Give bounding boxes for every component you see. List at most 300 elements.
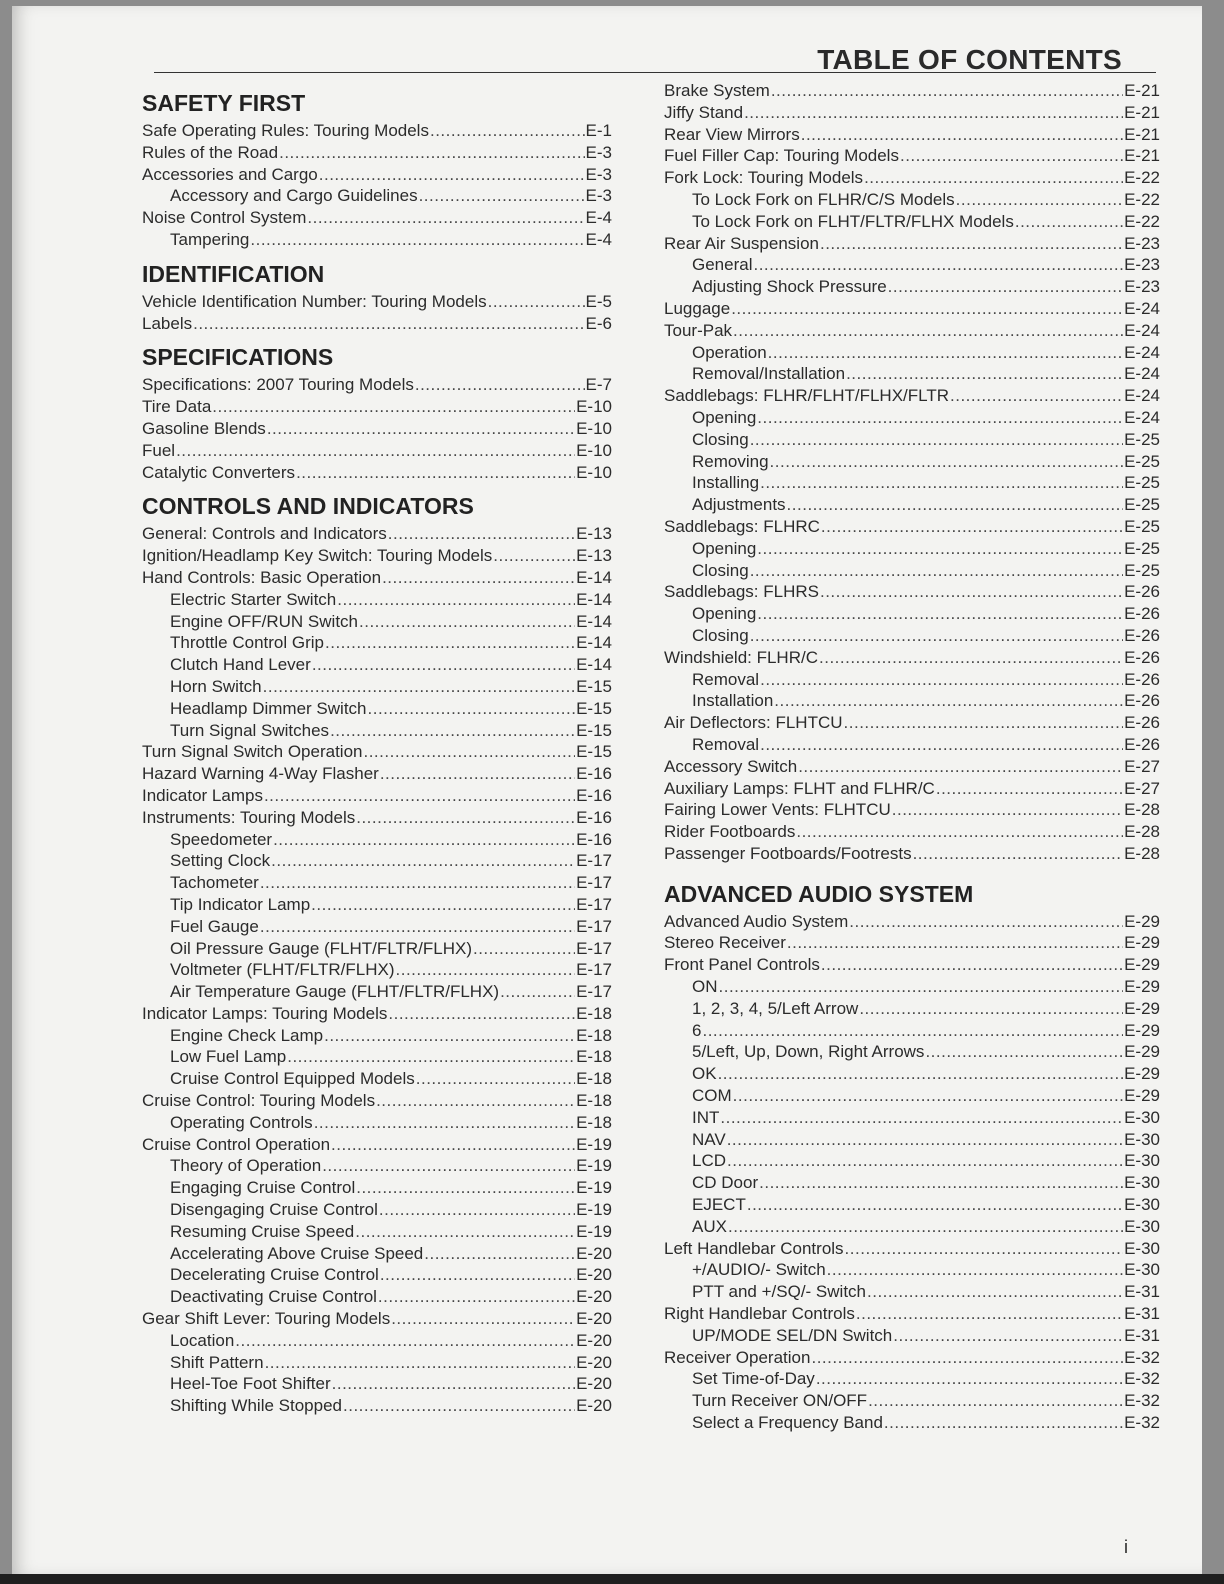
dot-leader (731, 298, 1123, 320)
toc-entry[interactable] (664, 821, 1160, 843)
dot-leader (488, 291, 585, 313)
toc-entry[interactable] (664, 1303, 1160, 1325)
entry-label: Front Panel Controls (664, 955, 820, 975)
dot-leader (913, 843, 1124, 865)
toc-entry[interactable] (142, 142, 612, 164)
entry-page: E-13 (576, 546, 612, 566)
toc-entry[interactable] (142, 440, 612, 462)
toc-subentry[interactable] (664, 1325, 1160, 1347)
section-heading: ADVANCED AUDIO SYSTEM (664, 880, 974, 907)
entry-label: Left Handlebar Controls (664, 1238, 844, 1258)
entry-page: E-28 (1124, 800, 1160, 820)
dot-leader (235, 1330, 575, 1352)
entry-label: General: Controls and Indicators (142, 524, 387, 544)
dot-leader (820, 581, 1123, 603)
dot-leader (388, 1003, 575, 1025)
toc-entry[interactable] (664, 80, 1160, 102)
entry-page: E-20 (576, 1309, 612, 1329)
toc-entry[interactable] (664, 778, 1160, 800)
toc-entry[interactable] (142, 120, 612, 142)
section-heading: CONTROLS AND INDICATORS (142, 493, 474, 520)
toc-entry[interactable] (142, 1134, 612, 1156)
dot-leader (757, 603, 1123, 625)
toc-subentry[interactable] (664, 734, 1160, 756)
dot-leader (379, 1199, 575, 1221)
entry-label: Electric Starter Switch (170, 589, 337, 609)
toc-subentry[interactable] (664, 669, 1160, 691)
entry-label: LCD (692, 1151, 727, 1171)
toc-subentry[interactable] (664, 1020, 1160, 1042)
toc-subentry[interactable] (664, 1412, 1160, 1434)
toc-subentry[interactable] (664, 1041, 1160, 1063)
entry-label: Rear Air Suspension (664, 233, 819, 253)
entry-page: E-30 (1124, 1238, 1160, 1258)
toc-subentry[interactable] (664, 1281, 1160, 1303)
entry-label: To Lock Fork on FLHT/FLTR/FLHX Models (692, 211, 1014, 231)
toc-entry[interactable] (142, 763, 612, 785)
entry-page: E-17 (576, 873, 612, 893)
entry-page: E-24 (1124, 407, 1160, 427)
entry-label: Turn Signal Switches (170, 720, 330, 740)
toc-subentry[interactable] (664, 451, 1160, 473)
toc-subentry[interactable] (142, 959, 612, 981)
entry-label: Fuel Filler Cap: Touring Models (664, 146, 899, 166)
dot-leader (950, 385, 1123, 407)
entry-page: E-21 (1124, 124, 1160, 144)
entry-page: E-20 (576, 1243, 612, 1263)
dot-leader (925, 1041, 1123, 1063)
dot-leader (816, 1368, 1123, 1390)
entry-page: E-10 (576, 418, 612, 438)
entry-label: INT (692, 1107, 720, 1127)
entry-page: E-22 (1124, 168, 1160, 188)
dot-leader (720, 1107, 1123, 1129)
entry-page: E-15 (576, 720, 612, 740)
entry-page: E-17 (576, 916, 612, 936)
dot-leader (264, 785, 575, 807)
toc-entry[interactable] (664, 799, 1160, 821)
toc-entry[interactable] (142, 785, 612, 807)
toc-subentry[interactable] (142, 1068, 612, 1090)
toc-entry[interactable] (664, 385, 1160, 407)
entry-page: E-30 (1124, 1195, 1160, 1215)
dot-leader (750, 429, 1123, 451)
dot-leader (263, 676, 575, 698)
dot-leader (473, 938, 575, 960)
dot-leader (430, 120, 585, 142)
entry-page: E-29 (1124, 977, 1160, 997)
dot-leader (884, 1412, 1123, 1434)
dot-leader (727, 1150, 1123, 1172)
dot-leader (419, 185, 585, 207)
toc-subentry[interactable] (142, 916, 612, 938)
entry-label: Indicator Lamps (142, 785, 263, 805)
entry-page: E-18 (576, 1025, 612, 1045)
dot-leader (733, 320, 1123, 342)
dot-leader (719, 976, 1124, 998)
entry-label: Cruise Control: Touring Models (142, 1091, 376, 1111)
toc-subentry[interactable] (142, 611, 612, 633)
dot-leader (956, 189, 1123, 211)
entry-page: E-25 (1124, 451, 1160, 471)
dot-leader (330, 720, 575, 742)
toc-subentry[interactable] (142, 1373, 612, 1395)
toc-subentry[interactable] (664, 1259, 1160, 1281)
entry-page: E-14 (576, 611, 612, 631)
toc-subentry[interactable] (142, 1395, 612, 1417)
entry-page: E-16 (576, 829, 612, 849)
toc-subentry[interactable] (664, 276, 1160, 298)
entry-label: Gear Shift Lever: Touring Models (142, 1309, 391, 1329)
entry-page: E-32 (1124, 1413, 1160, 1433)
toc-entry[interactable] (664, 932, 1160, 954)
entry-label: Low Fuel Lamp (170, 1047, 287, 1067)
entry-page: E-13 (576, 524, 612, 544)
dot-leader (750, 560, 1123, 582)
toc-subentry[interactable] (664, 429, 1160, 451)
toc-subentry[interactable] (142, 589, 612, 611)
toc-entry[interactable] (142, 164, 612, 186)
dot-leader (380, 1264, 575, 1286)
entry-page: E-16 (576, 807, 612, 827)
toc-entry[interactable] (664, 756, 1160, 778)
toc-entry[interactable] (664, 233, 1160, 255)
entry-label: EJECT (692, 1195, 746, 1215)
dot-leader (760, 472, 1123, 494)
dot-leader (744, 102, 1123, 124)
entry-page: E-7 (585, 375, 612, 395)
toc-subentry[interactable] (142, 872, 612, 894)
dot-leader (760, 734, 1123, 756)
entry-label: Closing (692, 625, 749, 645)
toc-section (664, 80, 1160, 865)
entry-page: E-30 (1124, 1107, 1160, 1127)
dot-leader (382, 567, 575, 589)
entry-page: E-26 (1124, 604, 1160, 624)
entry-page: E-6 (585, 313, 612, 333)
entry-page: E-14 (576, 633, 612, 653)
toc-subentry[interactable] (664, 342, 1160, 364)
toc-subentry[interactable] (142, 1221, 612, 1243)
entry-label: Saddlebags: FLHRS (664, 582, 819, 602)
toc-subentry[interactable] (664, 1194, 1160, 1216)
entry-label: Instruments: Touring Models (142, 807, 356, 827)
entry-page: E-22 (1124, 189, 1160, 209)
toc-subentry[interactable] (142, 185, 612, 207)
toc-subentry[interactable] (664, 407, 1160, 429)
toc-section (142, 342, 612, 483)
toc-subentry[interactable] (142, 894, 612, 916)
entry-page: E-19 (576, 1134, 612, 1154)
toc-entry[interactable] (142, 567, 612, 589)
dot-leader (718, 1063, 1124, 1085)
entry-label: Oil Pressure Gauge (FLHT/FLTR/FLHX) (170, 938, 472, 958)
entry-page: E-17 (576, 938, 612, 958)
entry-page: E-25 (1124, 560, 1160, 580)
dot-leader (868, 1390, 1123, 1412)
entry-label: To Lock Fork on FLHR/C/S Models (692, 189, 955, 209)
toc-subentry[interactable] (142, 654, 612, 676)
entry-label: Accessory Switch (664, 756, 798, 776)
toc-entry[interactable] (142, 418, 612, 440)
dot-leader (753, 254, 1123, 276)
dot-leader (319, 164, 585, 186)
entry-label: Rear View Mirrors (664, 124, 800, 144)
toc-entry[interactable] (664, 124, 1160, 146)
dot-leader (733, 1085, 1123, 1107)
toc-entry[interactable] (664, 102, 1160, 124)
entry-page: E-4 (585, 208, 612, 228)
toc-subentry[interactable] (664, 1172, 1160, 1194)
toc-column-left (142, 80, 612, 1423)
toc-subentry[interactable] (142, 676, 612, 698)
entry-page: E-18 (576, 1112, 612, 1132)
toc-subentry[interactable] (664, 603, 1160, 625)
entry-page: E-26 (1124, 647, 1160, 667)
dot-leader (1015, 211, 1123, 233)
entry-label: Luggage (664, 298, 731, 318)
entry-label: CD Door (692, 1173, 759, 1193)
toc-subentry[interactable] (664, 1107, 1160, 1129)
entry-page: E-17 (576, 894, 612, 914)
toc-entry[interactable] (664, 647, 1160, 669)
entry-label: Fairing Lower Vents: FLHTCU (664, 800, 891, 820)
entry-label: Rider Footboards (664, 822, 796, 842)
entry-page: E-27 (1124, 756, 1160, 776)
toc-subentry[interactable] (664, 998, 1160, 1020)
toc-subentry[interactable] (664, 1085, 1160, 1107)
toc-entry[interactable] (142, 291, 612, 313)
toc-entry[interactable] (142, 1308, 612, 1330)
toc-entry[interactable] (664, 954, 1160, 976)
entry-page: E-26 (1124, 669, 1160, 689)
dot-leader (892, 799, 1123, 821)
entry-page: E-30 (1124, 1151, 1160, 1171)
entry-label: Noise Control System (142, 208, 307, 228)
toc-subentry[interactable] (664, 1150, 1160, 1172)
entry-page: E-30 (1124, 1260, 1160, 1280)
toc-subentry[interactable] (142, 981, 612, 1003)
toc-subentry[interactable] (142, 720, 612, 742)
entry-label: Throttle Control Grip (170, 633, 324, 653)
entry-page: E-18 (576, 1069, 612, 1089)
toc-entry[interactable] (142, 313, 612, 335)
toc-subentry[interactable] (664, 494, 1160, 516)
entry-page: E-24 (1124, 298, 1160, 318)
entry-page: E-31 (1124, 1304, 1160, 1324)
toc-entry[interactable] (142, 207, 612, 229)
dot-leader (771, 80, 1123, 102)
dot-leader (314, 1112, 575, 1134)
toc-subentry[interactable] (664, 538, 1160, 560)
toc-section (142, 491, 612, 1417)
dot-leader (827, 1259, 1123, 1281)
entry-page: E-24 (1124, 342, 1160, 362)
entry-page: E-20 (576, 1374, 612, 1394)
entry-label: Installing (692, 473, 760, 493)
toc-entry[interactable] (664, 320, 1160, 342)
toc-entry[interactable] (142, 374, 612, 396)
entry-page: E-31 (1124, 1325, 1160, 1345)
toc-entry[interactable] (664, 911, 1160, 933)
dot-leader (747, 1194, 1123, 1216)
toc-subentry[interactable] (142, 1046, 612, 1068)
dot-leader (396, 959, 576, 981)
entry-page: E-20 (576, 1352, 612, 1372)
entry-label: Safe Operating Rules: Touring Models (142, 121, 429, 140)
toc-subentry[interactable] (664, 625, 1160, 647)
toc-subentry[interactable] (142, 229, 612, 251)
toc-subentry[interactable] (664, 560, 1160, 582)
entry-label: Removal (692, 669, 760, 689)
entry-label: Accelerating Above Cruise Speed (170, 1243, 424, 1263)
toc-entry[interactable] (664, 167, 1160, 189)
toc-entry[interactable] (664, 1347, 1160, 1369)
entry-page: E-15 (576, 742, 612, 762)
dot-leader (820, 233, 1123, 255)
toc-subentry[interactable] (664, 189, 1160, 211)
entry-page: E-14 (576, 655, 612, 675)
toc-entry[interactable] (664, 712, 1160, 734)
dot-leader (757, 538, 1123, 560)
entry-label: Opening (692, 604, 757, 624)
entry-page: E-17 (576, 851, 612, 871)
toc-subentry[interactable] (664, 1216, 1160, 1238)
dot-leader (415, 374, 585, 396)
entry-label: Right Handlebar Controls (664, 1304, 855, 1324)
entry-page: E-31 (1124, 1282, 1160, 1302)
toc-subentry[interactable] (664, 363, 1160, 385)
toc-column-right (664, 80, 1160, 1440)
entry-label: Air Deflectors: FLHTCU (664, 713, 843, 733)
dot-leader (331, 1134, 575, 1156)
toc-subentry[interactable] (664, 690, 1160, 712)
entry-page: E-14 (576, 567, 612, 587)
entry-label: OK (692, 1064, 717, 1084)
toc-subentry[interactable] (142, 1025, 612, 1047)
entry-page: E-20 (576, 1265, 612, 1285)
entry-label: Engine OFF/RUN Switch (170, 611, 358, 631)
toc-subentry[interactable] (142, 1199, 612, 1221)
toc-subentry[interactable] (142, 938, 612, 960)
entry-label: Removing (692, 451, 769, 471)
entry-label: +/AUDIO/- Switch (692, 1260, 826, 1280)
toc-subentry[interactable] (142, 1330, 612, 1352)
toc-subentry[interactable] (142, 1177, 612, 1199)
toc-subentry[interactable] (142, 1352, 612, 1374)
dot-leader (702, 1020, 1123, 1042)
toc-subentry[interactable] (664, 976, 1160, 998)
dot-leader (265, 1352, 576, 1374)
toc-subentry[interactable] (664, 1063, 1160, 1085)
toc-subentry[interactable] (664, 254, 1160, 276)
toc-entry[interactable] (142, 1090, 612, 1112)
toc-entry[interactable] (142, 741, 612, 763)
toc-subentry[interactable] (142, 850, 612, 872)
entry-label: Saddlebags: FLHR/FLHT/FLHX/FLTR (664, 386, 949, 406)
toc-entry[interactable] (142, 462, 612, 484)
toc-subentry[interactable] (142, 1264, 612, 1286)
toc-entry[interactable] (664, 843, 1160, 865)
toc-subentry[interactable] (142, 1112, 612, 1134)
toc-entry[interactable] (142, 396, 612, 418)
toc-entry[interactable] (664, 1238, 1160, 1260)
toc-subentry[interactable] (142, 698, 612, 720)
toc-entry[interactable] (142, 523, 612, 545)
entry-label: 5/Left, Up, Down, Right Arrows (692, 1042, 925, 1062)
toc-subentry[interactable] (142, 1155, 612, 1177)
dot-leader (193, 313, 584, 335)
toc-section (142, 259, 612, 335)
dot-leader (279, 142, 584, 164)
entry-page: E-26 (1124, 713, 1160, 733)
entry-page: E-29 (1124, 1020, 1160, 1040)
dot-leader (260, 872, 575, 894)
entry-label: Jiffy Stand (664, 102, 744, 122)
toc-subentry[interactable] (664, 1368, 1160, 1390)
entry-page: E-29 (1124, 998, 1160, 1018)
toc-entry[interactable] (664, 581, 1160, 603)
dot-leader (493, 545, 575, 567)
toc-subentry[interactable] (664, 211, 1160, 233)
toc-subentry[interactable] (142, 829, 612, 851)
toc-entry[interactable] (664, 516, 1160, 538)
entry-page: E-20 (576, 1396, 612, 1416)
entry-page: E-14 (576, 589, 612, 609)
entry-page: E-16 (576, 764, 612, 784)
section-heading: SAFETY FIRST (142, 90, 306, 116)
entry-label: Catalytic Converters (142, 462, 296, 482)
entry-page: E-19 (576, 1221, 612, 1241)
dot-leader (359, 611, 575, 633)
toc-entry[interactable] (142, 545, 612, 567)
entry-label: Tip Indicator Lamp (170, 894, 311, 914)
dot-leader (325, 632, 575, 654)
dot-leader (176, 440, 575, 462)
dot-leader (500, 981, 575, 1003)
entry-label: Deactivating Cruise Control (170, 1287, 377, 1307)
entry-label: Adjusting Shock Pressure (692, 277, 887, 297)
toc-subentry[interactable] (142, 1286, 612, 1308)
entry-page: E-25 (1124, 516, 1160, 536)
toc-entry[interactable] (142, 807, 612, 829)
toc-subentry[interactable] (142, 632, 612, 654)
entry-page: E-24 (1124, 364, 1160, 384)
entry-label: Air Temperature Gauge (FLHT/FLTR/FLHX) (170, 982, 500, 1002)
entry-page: E-10 (576, 440, 612, 460)
toc-subentry[interactable] (664, 1390, 1160, 1412)
entry-label: 1, 2, 3, 4, 5/Left Arrow (692, 998, 859, 1018)
toc-subentry[interactable] (664, 472, 1160, 494)
dot-leader (343, 1395, 575, 1417)
toc-subentry[interactable] (142, 1243, 612, 1265)
entry-label: Fork Lock: Touring Models (664, 168, 864, 188)
entry-label: Theory of Operation (170, 1156, 322, 1176)
entry-label: Gasoline Blends (142, 418, 266, 438)
entry-label: Tire Data (142, 397, 212, 417)
entry-label: Receiver Operation (664, 1347, 811, 1367)
toc-entry[interactable] (664, 145, 1160, 167)
entry-page: E-22 (1124, 211, 1160, 231)
toc-subentry[interactable] (664, 1129, 1160, 1151)
entry-label: General (692, 255, 753, 275)
toc-entry[interactable] (664, 298, 1160, 320)
toc-entry[interactable] (142, 1003, 612, 1025)
dot-leader (864, 167, 1123, 189)
dot-leader (260, 916, 575, 938)
dot-leader (856, 1303, 1123, 1325)
dot-leader (787, 494, 1124, 516)
